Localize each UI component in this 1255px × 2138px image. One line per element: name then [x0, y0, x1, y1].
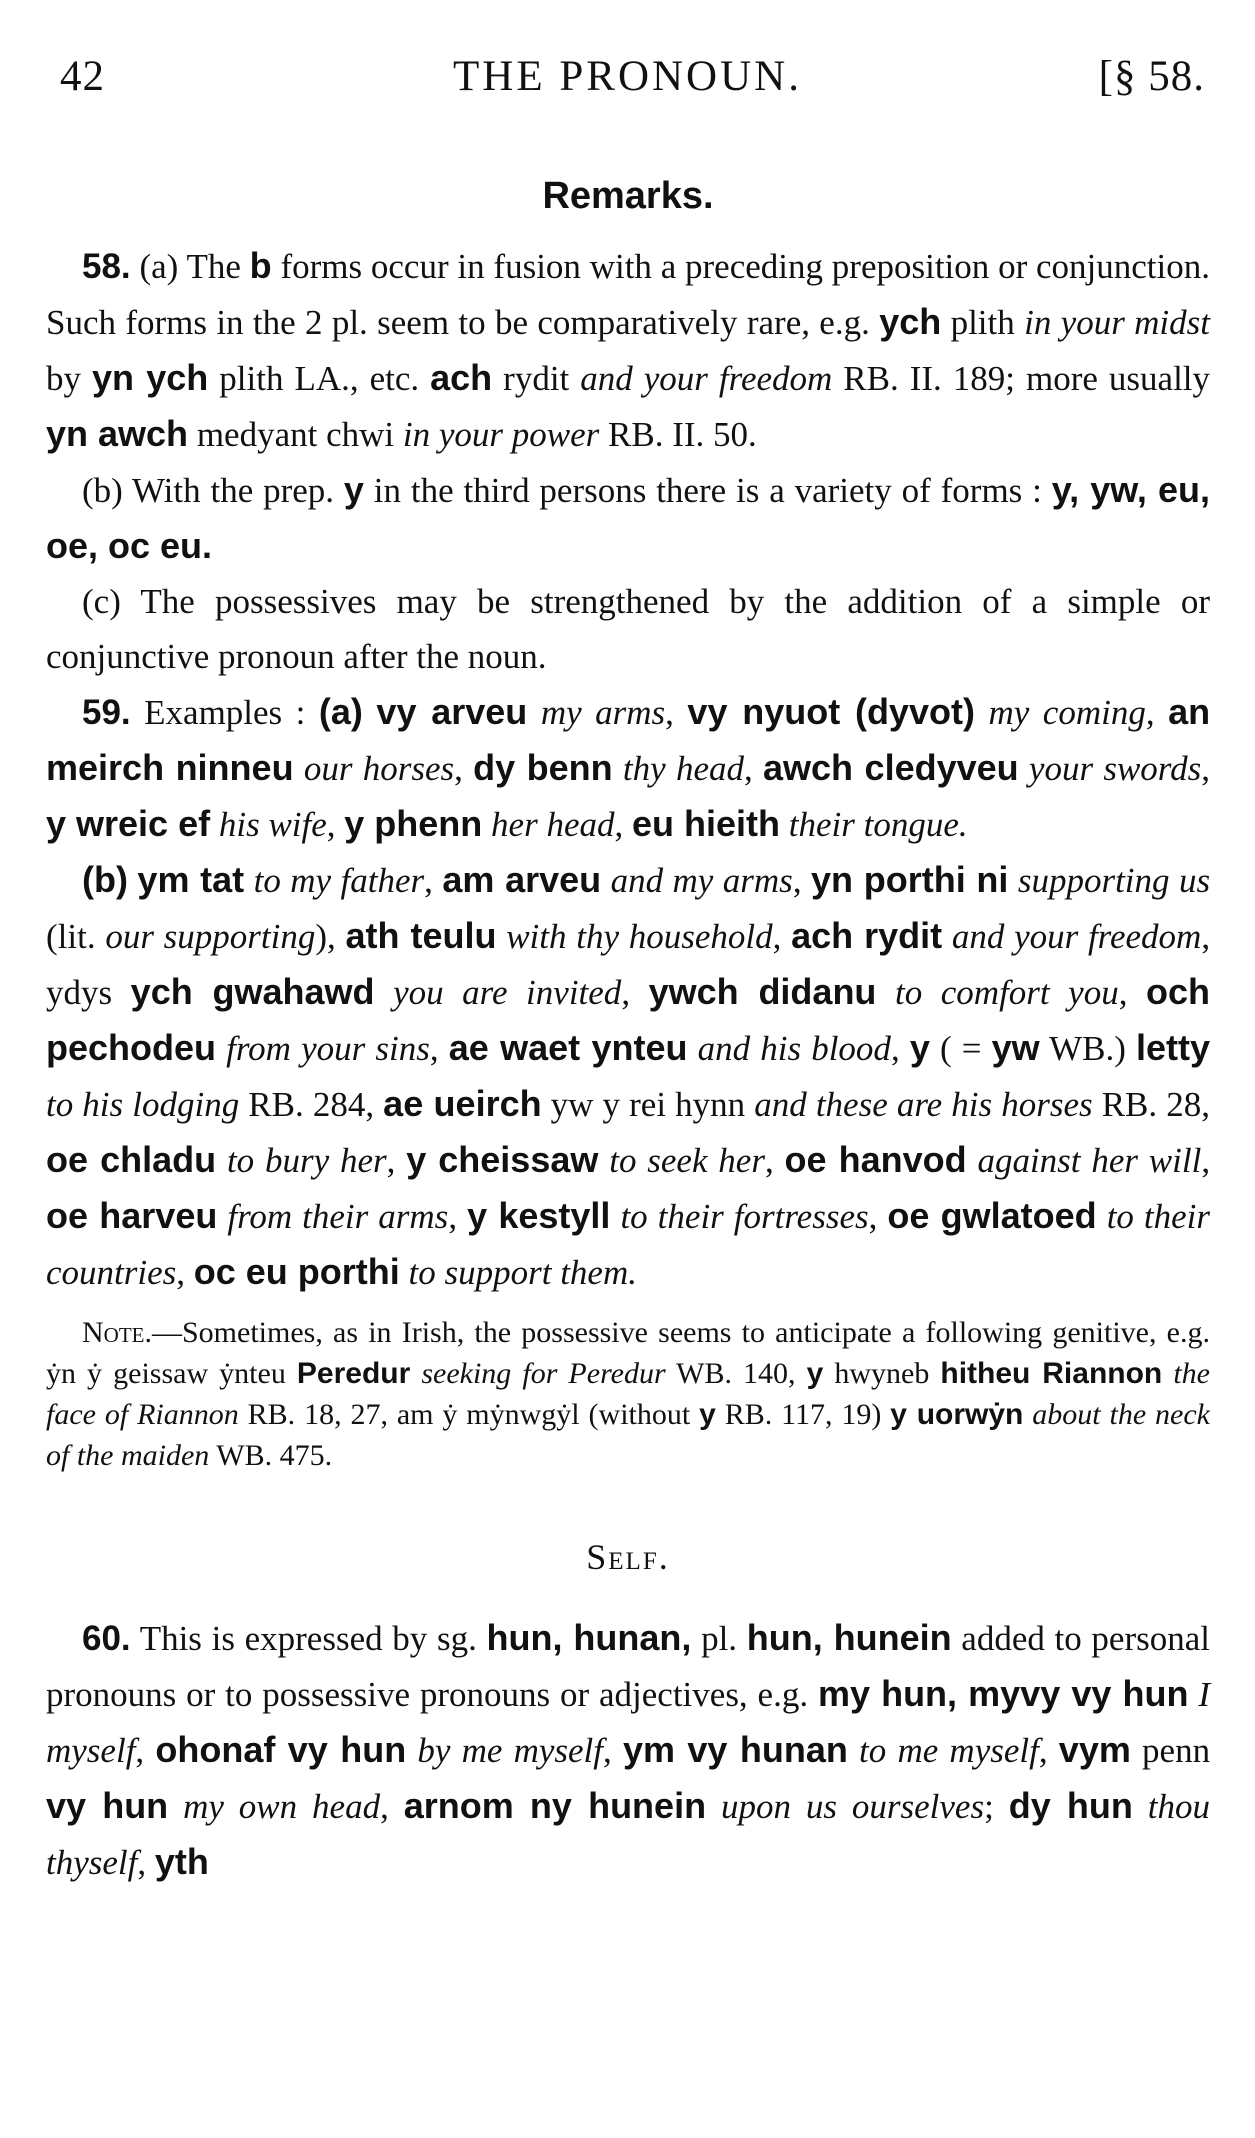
section-reference: [§ 58.: [1098, 53, 1205, 100]
self-heading: Self.: [586, 1537, 670, 1577]
note-paragraph: Note.—Sometimes, as in Irish, the possessive seems to anticipate a following genitive, e.g. ẏn ẏ geissaw ẏnteu Peredur seeking for Peredur WB. 140, y hwyneb hitheu Riannon the face of Riannon RB. 18, 27, am ẏ mẏnwgẏl (without y RB. 117, 19) y uorwẏn about the neck of the maiden WB. 475.: [46, 1316, 1210, 1472]
running-header: [46, 52, 1209, 112]
remarks-heading: Remarks.: [542, 175, 714, 217]
paragraph-58c: (c) The possessives may be strengthened by the addition of a simple or conjunctive pronoun after the noun.: [46, 582, 1210, 676]
page-title: THE PRONOUN.: [453, 53, 802, 100]
paragraph-59a: 59. Examples : (a) vy arveu my arms, vy nyuot (dyvot) my coming, an meirch ninneu our horses, dy benn thy head, awch cledyveu your swords, y wreic ef his wife, y phenn her head, eu hieith their tongue.: [46, 691, 1211, 844]
paragraph-59b: (b) ym tat to my father, am arveu and my arms, yn porthi ni supporting us (lit. our supporting), ath teulu with thy household, ach rydit and your freedom, ydys ych gwahawd you are invited, ywch didanu to comfort you, och pechodeu from your sins, ae waet ynteu and his blood, y ( = yw WB.) letty to his lodging RB. 284, ae ueirch yw y rei hynn and these are his horses RB. 28, oe chladu to bury her, y cheissaw to seek her, oe hanvod against her will, oe harveu from their arms, y kestyll to their fortresses, oe gwlatoed to their countries, oc eu porthi to support them.: [46, 859, 1211, 1292]
paragraph-58b: (b) With the prep. y in the third persons there is a variety of forms : y, yw, eu, oe, oc eu.: [46, 469, 1211, 566]
page-number: 42: [60, 53, 105, 100]
page-body: [46, 168, 1210, 1890]
paragraph-60: 60. This is expressed by sg. hun, hunan, pl. hun, hunein added to personal pronouns or to possessive pronouns or adjectives, e.g. my hun, myvy vy hun I myself, ohonaf vy hun by me myself, ym vy hunan to me myself, vym penn vy hun my own head, arnom ny hunein upon us ourselves; dy hun thou thyself, yth: [46, 1617, 1211, 1882]
paragraph-58a: 58. (a) The b forms occur in fusion with a preceding preposition or conjunction. Such forms in the 2 pl. seem to be comparatively rare, e.g. ych plith in your midst by yn ych plith LA., etc. ach rydit and your freedom RB. II. 189; more usually yn awch medyant chwi in your power RB. II. 50.: [46, 245, 1211, 454]
